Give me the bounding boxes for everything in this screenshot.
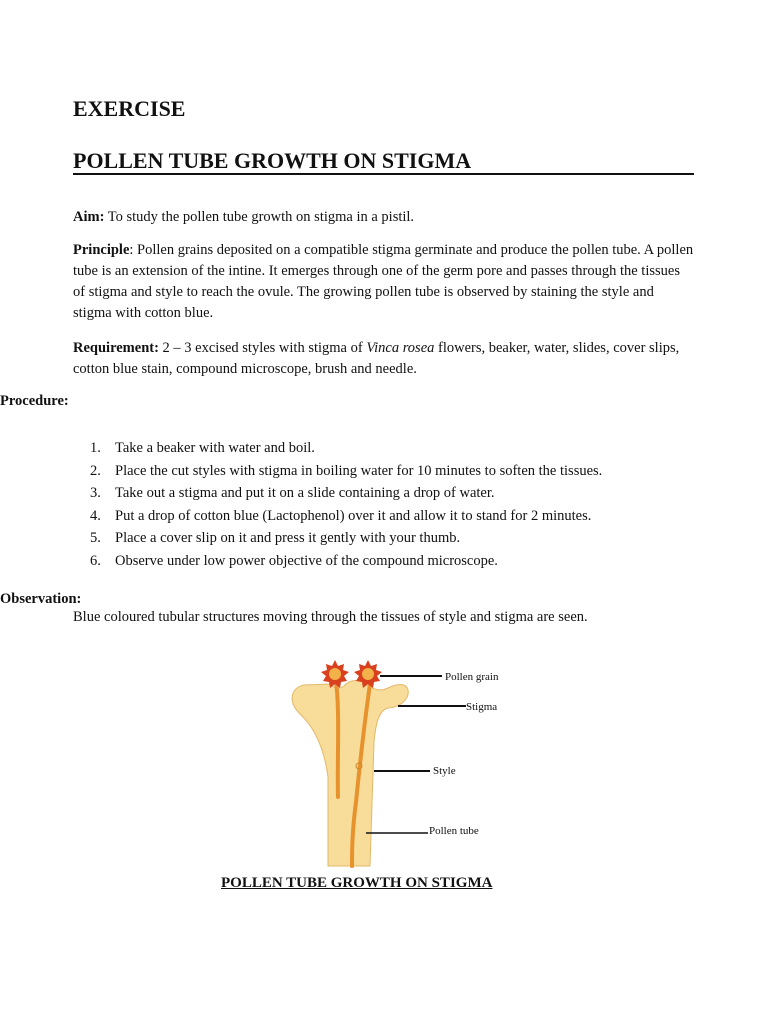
principle-text: : Pollen grains deposited on a compatible stigma germinate and produce the pollen tube. A pollen tube is an extension of the intine. It emerges through one of the germ pore and passes through the tissues of stigma and style to reach the ovule. The growing pollen tube is observed by staining the style and stigma with cotton blue. <box>73 242 694 321</box>
pollen-grain-label: Pollen grain <box>445 671 499 683</box>
principle-paragraph <box>73 240 695 324</box>
step-text: Place a cover slip on it and press it gently with your thumb. <box>115 530 461 547</box>
pollen-tube-label: Pollen tube <box>429 825 479 837</box>
procedure-step <box>90 437 710 460</box>
step-number: 3. <box>90 485 101 502</box>
page-title: POLLEN TUBE GROWTH ON STIGMA <box>73 148 472 173</box>
step-text: Take a beaker with water and boil. <box>115 440 315 456</box>
step-text: Take out a stigma and put it on a slide containing a drop of water. <box>115 485 495 502</box>
procedure-step <box>90 550 710 573</box>
observation-heading: Observation: <box>0 591 82 607</box>
step-text: Put a drop of cotton blue (Lactophenol) over it and allow it to stand for 2 minutes. <box>115 507 592 524</box>
procedure-list <box>90 437 710 573</box>
step-number: 4. <box>90 507 101 524</box>
step-text: Place the cut styles with stigma in boiling water for 10 minutes to soften the tissues. <box>115 462 603 479</box>
procedure-heading: Procedure: <box>0 393 69 409</box>
title-divider <box>73 173 694 175</box>
procedure-step <box>90 460 710 483</box>
aim-text: To study the pollen tube growth on stigma in a pistil. <box>104 209 415 225</box>
step-number: 5. <box>90 530 101 547</box>
step-text: Observe under low power objective of the compound microscope. <box>115 552 498 569</box>
requirement-label: Requirement: <box>73 340 159 356</box>
stigma-label: Stigma <box>466 701 498 713</box>
procedure-step <box>90 527 710 550</box>
principle-label: Principle <box>73 242 130 258</box>
step-number: 6. <box>90 552 101 569</box>
requirement-text-after: flowers, beaker, water, slides, cover slips, cotton blue stain, compound microscope, brush and needle. <box>73 340 680 377</box>
procedure-step <box>90 505 710 528</box>
procedure-step <box>90 482 710 505</box>
step-number: 2. <box>90 462 101 479</box>
figure-caption: POLLEN TUBE GROWTH ON STIGMA <box>221 875 493 891</box>
pistil-diagram <box>280 652 540 872</box>
species-name: Vinca rosea <box>366 340 435 356</box>
observation-text: Blue coloured tubular structures moving through the tissues of style and stigma are seen. <box>73 609 588 625</box>
requirement-paragraph <box>73 338 695 380</box>
aim-label: Aim: <box>73 209 105 225</box>
requirement-text-before: 2 – 3 excised styles with stigma of <box>158 340 367 356</box>
exercise-heading: EXERCISE <box>73 96 186 121</box>
aim-paragraph <box>73 207 695 228</box>
stigma-tissue <box>292 680 408 866</box>
style-label: Style <box>433 765 456 777</box>
pollen-tube-left <box>336 682 338 797</box>
step-number: 1. <box>90 440 101 456</box>
